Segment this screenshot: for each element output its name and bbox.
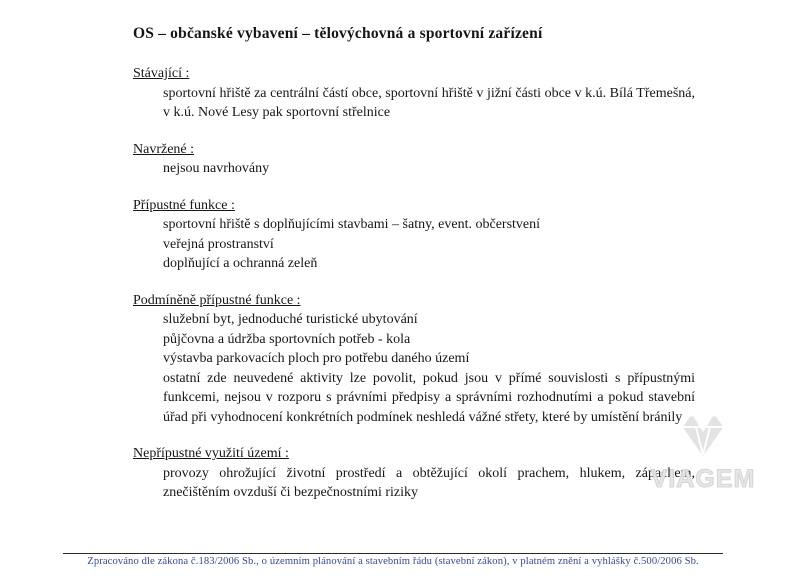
- section-paragraph: sportovní hřiště s doplňujícími stavbami – šatny, event. občerstvení: [163, 217, 541, 232]
- section-heading: Navržené :: [133, 141, 195, 157]
- section-paragraph: provozy ohrožující životní prostředí a obtěžující okolí prachem, hlukem, zápachem, znečištěním ovzduší či bezpečnostními riziky: [163, 465, 695, 500]
- section-paragraph: výstavba parkovacích ploch pro potřebu daného území: [163, 351, 470, 366]
- section-navrzene: [133, 140, 695, 179]
- section-paragraph: služební byt, jednoduché turistické ubytování: [163, 312, 418, 327]
- section-paragraph: půjčovna a údržba sportovních potřeb - kola: [163, 331, 411, 347]
- section-heading: Nepřípustné využití území :: [133, 446, 289, 461]
- section-paragraph: sportovní hřiště za centrální částí obce, sportovní hřiště v jižní části obce v k.ú. Bílá Třemešná, v k.ú. Nové Lesy pak sportovní střelnice: [163, 85, 695, 120]
- section-podminene-pripustne-funkce: [133, 291, 695, 428]
- section-paragraph: nejsou navrhovány: [163, 161, 270, 176]
- section-paragraph: doplňující a ochranná zeleň: [163, 256, 318, 271]
- footer-note: Zpracováno dle zákona č.183/2006 Sb., o územním plánování a stavebním řádu (stavební zákon), v platném znění a vyhlášky č.500/2006 Sb.: [87, 556, 699, 567]
- section-heading: Stávající :: [133, 66, 190, 81]
- footer-rule: [63, 553, 723, 554]
- page-footer: [0, 553, 786, 567]
- section-heading: Podmíněně přípustné funkce :: [133, 292, 301, 308]
- section-paragraph: veřejná prostranství: [163, 236, 274, 252]
- section-nepripustne-vyuziti: [133, 444, 695, 503]
- page-title: OS – občanské vybavení – tělovýchovná a sportovní zařízení: [133, 25, 543, 42]
- section-paragraph: ostatní zde neuvedené aktivity lze povolit, pokud jsou v přímé souvislosti s přípustnými funkcemi, nejsou v rozporu s právními předpisy a správními rozhodnutími a pokud stavební úřad při vyhodnocení konkrétních podmínek neshledá vážné střety, které by umístění bránily: [163, 370, 695, 425]
- viagem-watermark-text: VIAGEM: [650, 465, 756, 493]
- section-stavajici: [133, 64, 695, 123]
- section-heading: Přípustné funkce :: [133, 197, 235, 213]
- document-body: [133, 24, 695, 503]
- section-pripustne-funkce: [133, 196, 695, 274]
